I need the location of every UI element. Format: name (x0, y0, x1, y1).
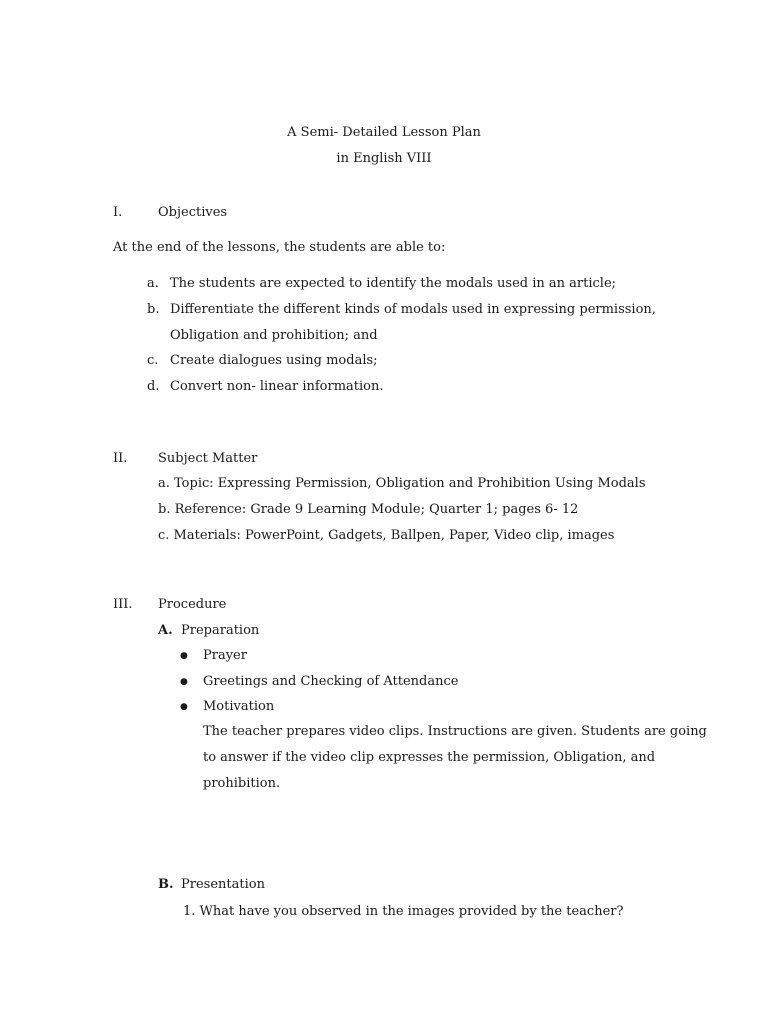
subject-materials: c. Materials: PowerPoint, Gadgets, Ballpen, Paper, Video clip, images (158, 528, 615, 543)
document-title: A Semi- Detailed Lesson Plan (287, 125, 481, 140)
list-marker: d. (147, 379, 160, 394)
list-marker: a. (147, 276, 159, 291)
subject-reference: b. Reference: Grade 9 Learning Module; Quarter 1; pages 6- 12 (158, 502, 579, 517)
section-heading: Objectives (158, 205, 228, 220)
objectives-intro: At the end of the lessons, the students are able to: (113, 240, 446, 255)
section-numeral: II. (113, 451, 128, 466)
bullet-item: Greetings and Checking of Attendance (203, 674, 459, 689)
document-subtitle: in English VIII (336, 151, 432, 166)
presentation-question: 1. What have you observed in the images provided by the teacher? (183, 904, 624, 919)
motivation-text: The teacher prepares video clips. Instructions are given. Students are going (203, 724, 707, 739)
list-marker: b. (147, 302, 160, 317)
motivation-text: to answer if the video clip expresses the permission, Obligation, and (203, 750, 656, 765)
section-heading: Subject Matter (158, 451, 258, 466)
section-numeral: I. (113, 205, 123, 220)
list-item: Convert non- linear information. (170, 379, 384, 394)
part-marker: B. (158, 877, 174, 892)
section-heading: Procedure (158, 597, 227, 612)
bullet-icon: ● (180, 677, 188, 687)
part-label: Presentation (181, 877, 265, 892)
list-marker: c. (147, 353, 159, 368)
bullet-item: Motivation (203, 699, 275, 714)
list-item: Differentiate the different kinds of modals used in expressing permission, (170, 302, 656, 317)
part-marker: A. (158, 623, 173, 638)
part-label: Preparation (181, 623, 260, 638)
list-item: Create dialogues using modals; (170, 353, 378, 368)
list-item-continuation: Obligation and prohibition; and (170, 328, 378, 343)
bullet-item: Prayer (203, 648, 247, 663)
bullet-icon: ● (180, 702, 188, 712)
list-item: The students are expected to identify the modals used in an article; (170, 276, 617, 291)
bullet-icon: ● (180, 651, 188, 661)
section-numeral: III. (113, 597, 133, 612)
motivation-text: prohibition. (203, 776, 281, 791)
subject-topic: a. Topic: Expressing Permission, Obligation and Prohibition Using Modals (158, 476, 646, 491)
